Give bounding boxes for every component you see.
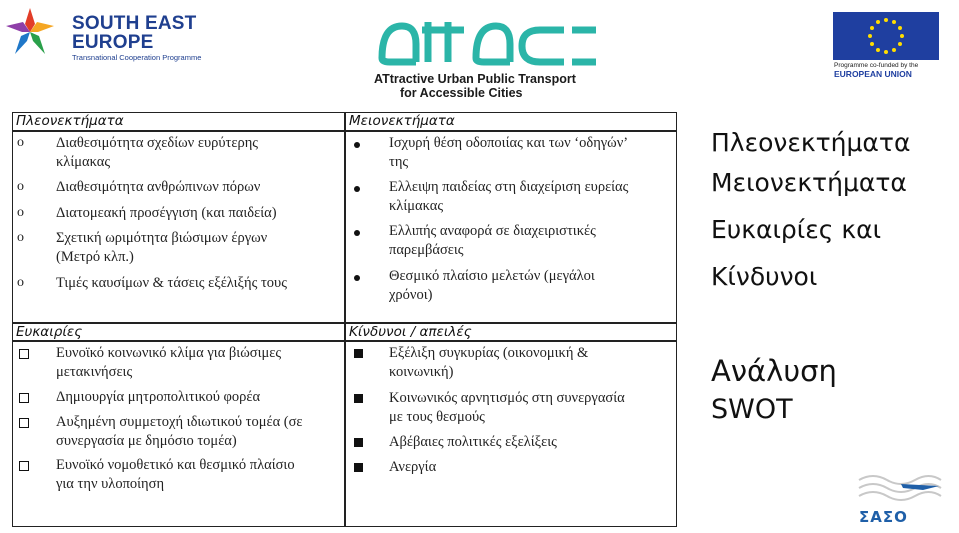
strength-marker: o xyxy=(17,275,24,290)
weaknesses-title: Μειονεκτήματα xyxy=(349,113,455,129)
eu-stars-icon xyxy=(833,12,939,60)
attac-tagline-1: ATtractive Urban Public Transport xyxy=(374,72,576,86)
opportunity-checkbox-icon xyxy=(19,461,29,471)
table-divider-2 xyxy=(12,322,677,324)
logo-title-line1: SOUTH EAST xyxy=(72,13,197,34)
strength-marker: o xyxy=(17,135,24,150)
threat-item: Εξέλιξη συγκυρίας (οικονομική & κοινωνική) xyxy=(389,345,589,380)
strength-marker: o xyxy=(17,205,24,220)
eu-flag-icon xyxy=(833,12,939,60)
table-divider-1 xyxy=(12,130,677,132)
logo-title-line2: EUROPE xyxy=(72,32,154,53)
strengths-title: Πλεονεκτήματα xyxy=(16,113,124,129)
threat-square-icon xyxy=(354,438,363,447)
star-logo-icon xyxy=(4,6,56,58)
opportunity-checkbox-icon xyxy=(19,418,29,428)
strength-item: Διατομεακή προσέγγιση (και παιδεία) xyxy=(56,205,277,221)
table-divider-3 xyxy=(12,340,677,342)
threat-square-icon xyxy=(354,349,363,358)
saso-name: ΣΑΣΟ xyxy=(859,508,908,526)
side-title-threats: Κίνδυνοι xyxy=(711,262,818,291)
opportunity-item: Αυξημένη συμμετοχή ιδιωτικού τομέα (σε συνεργασία με δημόσιο τομέα) xyxy=(56,414,303,449)
eu-cofunded-note: Programme co-funded by the xyxy=(834,62,919,69)
eu-logo xyxy=(830,12,948,79)
strength-marker: o xyxy=(17,179,24,194)
strength-item: Διαθεσιμότητα ανθρώπινων πόρων xyxy=(56,179,261,195)
weakness-item: Ελλειψη παιδείας στη διαχείριση ευρείας κλίμακας xyxy=(389,179,629,214)
opportunity-checkbox-icon xyxy=(19,393,29,403)
threat-square-icon xyxy=(354,394,363,403)
side-title-opportunities: Ευκαιρίες και xyxy=(711,215,882,244)
eu-union-name: EUROPEAN UNION xyxy=(834,69,912,79)
analysis-title: Ανάλυση xyxy=(711,354,837,388)
south-east-europe-logo xyxy=(4,6,204,68)
table-divider-vertical xyxy=(344,112,346,527)
opportunity-item: Ευνοϊκό νομοθετικό και θεσμικό πλαίσιο για την υλοποίηση xyxy=(56,457,295,492)
threats-title: Κίνδυνοι / απειλές xyxy=(349,324,472,340)
weakness-bullet-icon xyxy=(354,186,360,192)
weakness-bullet-icon xyxy=(354,275,360,281)
threat-square-icon xyxy=(354,463,363,472)
swot-title: SWOT xyxy=(711,394,793,425)
saso-logo xyxy=(853,470,945,528)
strength-marker: o xyxy=(17,230,24,245)
threat-item: Ανεργία xyxy=(389,459,437,475)
weakness-bullet-icon xyxy=(354,142,360,148)
strength-item: Τιμές καυσίμων & τάσεις εξέλιξής τους xyxy=(56,275,287,291)
opportunity-item: Δημιουργία μητροπολιτικού φορέα xyxy=(56,389,261,405)
side-title-weaknesses: Μειονεκτήματα xyxy=(711,168,907,197)
threat-item: Κοινωνικός αρνητισμός στη συνεργασία με τους θεσμούς xyxy=(389,390,625,425)
attac-wordmark-icon xyxy=(372,14,602,68)
weakness-bullet-icon xyxy=(354,230,360,236)
attac-logo xyxy=(372,14,612,100)
attac-tagline-2: for Accessible Cities xyxy=(400,86,523,100)
strength-item: Διαθεσιμότητα σχεδίων ευρύτερης κλίμακας xyxy=(56,135,259,170)
threat-item: Αβέβαιες πολιτικές εξελίξεις xyxy=(389,434,557,450)
weakness-item: Θεσμικό πλαίσιο μελετών (μεγάλοι χρόνοι) xyxy=(389,268,595,303)
side-title-strengths: Πλεονεκτήματα xyxy=(711,128,911,157)
opportunity-checkbox-icon xyxy=(19,349,29,359)
weakness-item: Ισχυρή θέση οδοποιίας και των ‘οδηγών’ της xyxy=(389,135,629,170)
logo-subtitle: Transnational Cooperation Programme xyxy=(72,53,202,62)
opportunity-item: Ευνοϊκό κοινωνικό κλίμα για βιώσιμες μετακινήσεις xyxy=(56,345,282,380)
weakness-item: Ελλιπής αναφορά σε διαχειριστικές παρεμβάσεις xyxy=(389,223,596,258)
strength-item: Σχετική ωριμότητα βιώσιμων έργων (Μετρό κλπ.) xyxy=(56,230,268,265)
opportunities-title: Ευκαιρίες xyxy=(16,324,83,340)
saso-emblem-icon xyxy=(853,470,945,508)
